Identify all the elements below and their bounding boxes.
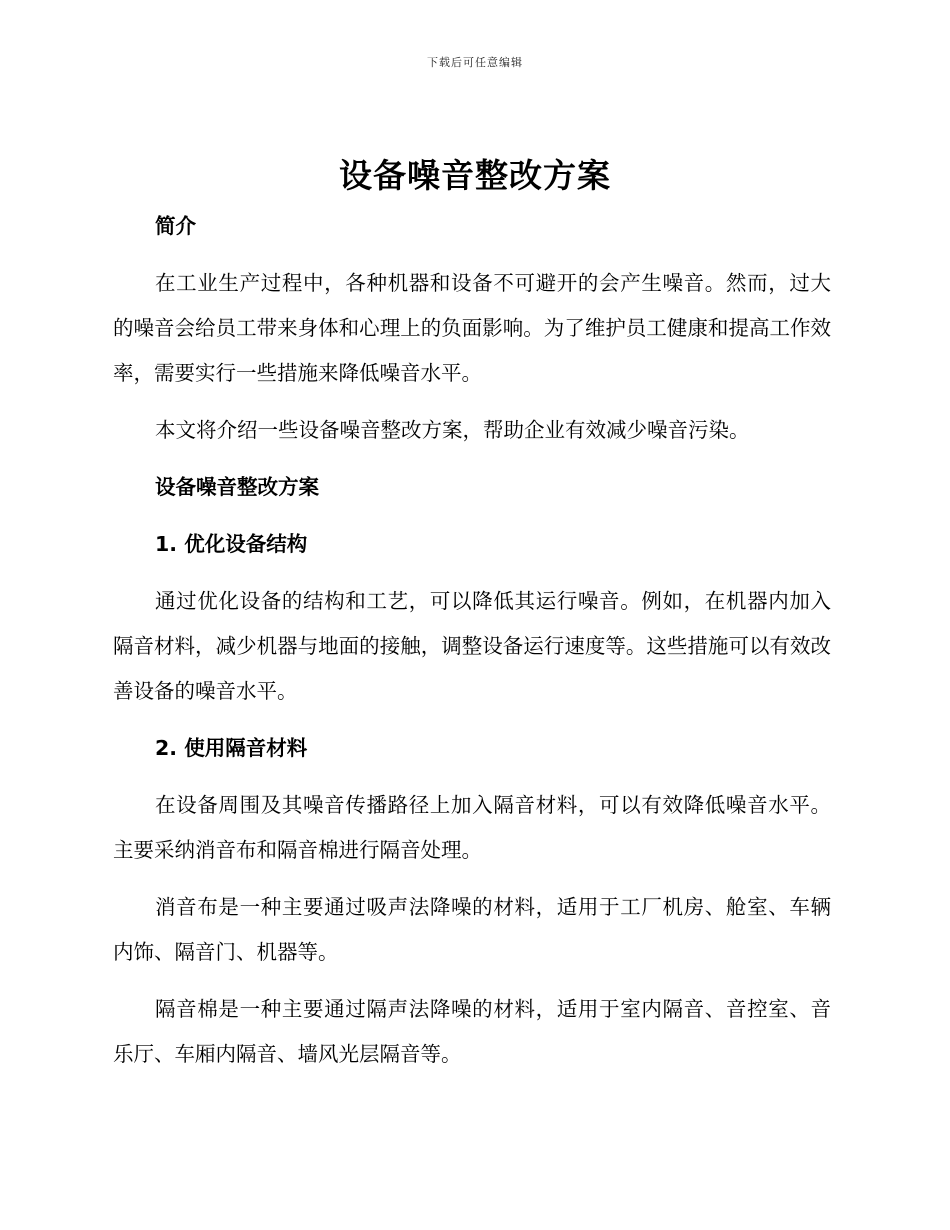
section1-heading: 1. 优化设备结构	[155, 532, 308, 556]
section2-heading: 2. 使用隔音材料	[155, 736, 308, 760]
document-body	[113, 204, 831, 1089]
header-note: 下载后可任意编辑	[427, 56, 523, 69]
document-title: 设备噪音整改方案	[339, 156, 611, 195]
section2-paragraph-2: 消音布是一种主要通过吸声法降噪的材料，适用于工厂机房、舱室、车辆内饰、隔音门、机器等。	[113, 895, 831, 964]
section2-paragraph-1: 在设备周围及其噪音传播路径上加入隔音材料，可以有效降低噪音水平。主要采纳消音布和隔音棉进行隔音处理。	[113, 793, 831, 862]
plan-heading: 设备噪音整改方案	[155, 475, 319, 499]
intro-paragraph-1: 在工业生产过程中，各种机器和设备不可避开的会产生噪音。然而，过大的噪音会给员工带来身体和心理上的负面影响。为了维护员工健康和提高工作效率，需要实行一些措施来降低噪音水平。	[113, 271, 831, 385]
section2-paragraph-3: 隔音棉是一种主要通过隔声法降噪的材料，适用于室内隔音、音控室、音乐厅、车厢内隔音、墙风光层隔音等。	[113, 997, 831, 1066]
section1-paragraph-1: 通过优化设备的结构和工艺，可以降低其运行噪音。例如，在机器内加入隔音材料，减少机器与地面的接触，调整设备运行速度等。这些措施可以有效改善设备的噪音水平。	[113, 589, 831, 703]
intro-heading: 简介	[155, 214, 196, 238]
intro-paragraph-2: 本文将介绍一些设备噪音整改方案，帮助企业有效减少噪音污染。	[155, 418, 750, 442]
